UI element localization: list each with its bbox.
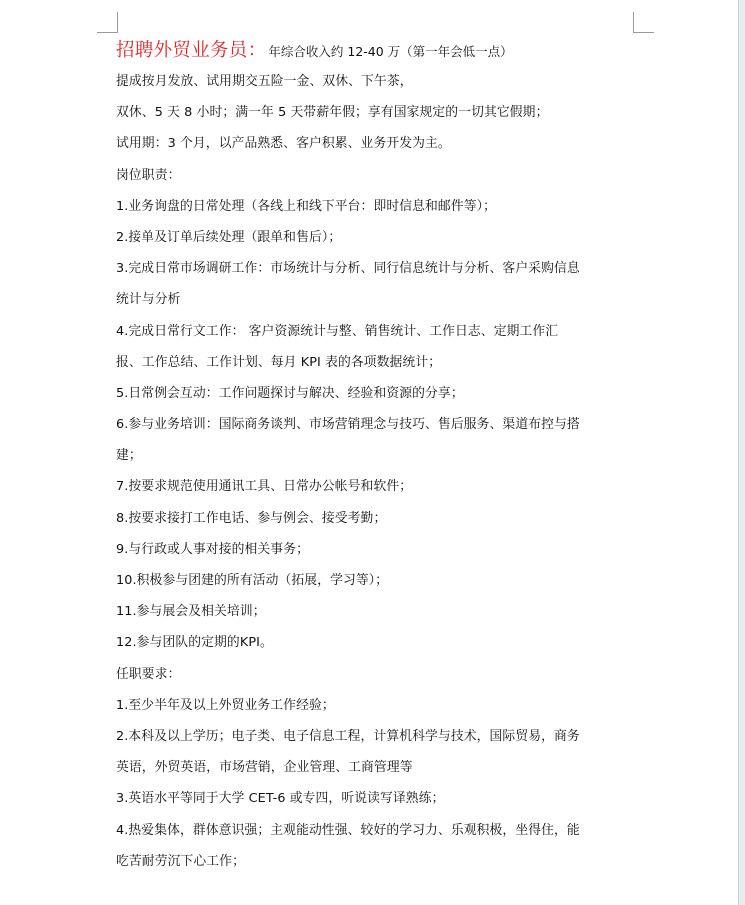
job-title: 招聘外贸业务员： [116, 40, 267, 61]
text-line: 1.业务询盘的日常处理（各线上和线下平台：即时信息和邮件等）； [116, 198, 497, 214]
text-line: 5.日常例会互动：工作问题探讨与解决、经验和资源的分享； [116, 385, 464, 401]
text-line: 任职要求： [116, 666, 181, 682]
text-line: 1.至少半年及以上外贸业务工作经验； [116, 697, 335, 713]
text-line: 12.参与团队的定期的KPI。 [116, 635, 273, 651]
window-edge [739, 0, 745, 905]
text-line: 8.按要求接打工作电话、参与例会、接受考勤； [116, 510, 387, 526]
text-line: 10.积极参与团建的所有活动（拓展，学习等）； [116, 573, 389, 588]
paragraph-list [116, 66, 636, 877]
text-line: 2.本科及以上学历；电子类、电子信息工程，计算机科学与技术，国际贸易，商务 [116, 728, 580, 744]
salary-summary: 年综合收入约 12-40 万（第一年会低一点） [268, 44, 513, 59]
text-line: 4.热爱集体，群体意识强；主观能动性强、较好的学习力、乐观积极，坐得住，能 [116, 822, 580, 838]
text-line: 吃苦耐劳沉下心工作； [116, 853, 245, 869]
text-line: 报、工作总结、工作计划、每月 KPI 表的各项数据统计； [116, 354, 442, 370]
job-title-line [116, 36, 636, 66]
margin-corner-mark-right [633, 12, 654, 33]
text-line: 英语，外贸英语，市场营销，企业管理、工商管理等 [116, 760, 413, 776]
document-body [116, 36, 636, 877]
text-line: 4.完成日常行文工作： 客户资源统计与整、销售统计、工作日志、定期工作汇 [116, 323, 559, 339]
text-line: 试用期：3 个月，以产品熟悉、客户积累、业务开发为主。 [116, 136, 451, 152]
text-line: 双休、5 天 8 小时；满一年 5 天带薪年假；享有国家规定的一切其它假期； [116, 105, 549, 121]
text-line: 3.完成日常市场调研工作：市场统计与分析、同行信息统计与分析、客户采购信息 [116, 261, 580, 277]
text-line: 6.参与业务培训：国际商务谈判、市场营销理念与技巧、售后服务、渠道布控与搭 [116, 417, 580, 433]
margin-corner-mark-left [97, 12, 118, 33]
text-line: 11.参与展会及相关培训； [116, 604, 266, 620]
text-line: 统计与分析 [116, 292, 181, 308]
text-line: 提成按月发放、试用期交五险一金、双休、下午茶， [116, 74, 413, 89]
text-line: 建； [116, 448, 142, 464]
text-line: 3.英语水平等同于大学 CET-6 或专四，听说读写译熟练； [116, 791, 445, 807]
text-line: 2.接单及订单后续处理（跟单和售后）； [116, 229, 342, 245]
text-line: 7.按要求规范使用通讯工具、日常办公帐号和软件； [116, 479, 413, 495]
text-line: 9.与行政或人事对接的相关事务； [116, 541, 309, 557]
text-line: 岗位职责： [116, 167, 181, 183]
